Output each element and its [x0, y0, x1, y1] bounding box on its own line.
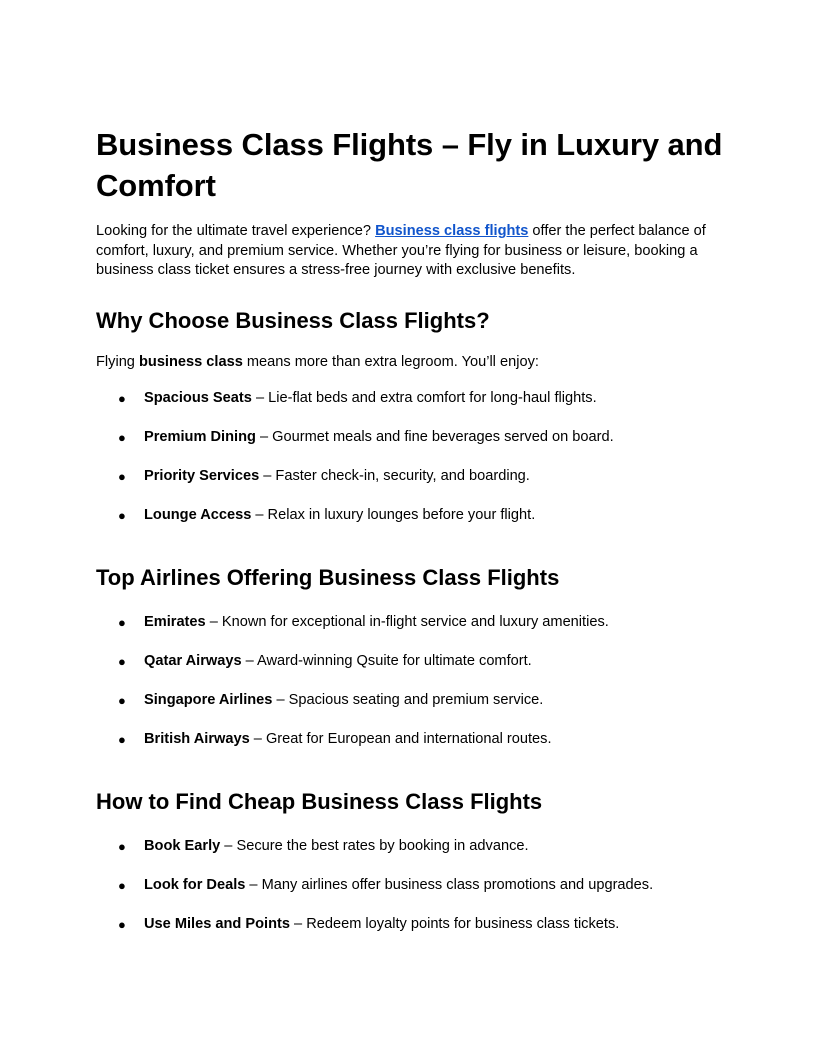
- section-heading-top-airlines: Top Airlines Offering Business Class Flights: [96, 564, 560, 590]
- list-item-text: – Known for exceptional in-flight service and luxury amenities.: [205, 613, 609, 630]
- list-item: [96, 915, 726, 934]
- list-item: [96, 730, 726, 749]
- list-item-text: – Award-winning Qsuite for ultimate comfort.: [241, 652, 532, 669]
- list-item-title: British Airways: [144, 730, 250, 747]
- list-item-text: – Redeem loyalty points for business class tickets.: [289, 915, 620, 932]
- list-item-text: – Spacious seating and premium service.: [272, 691, 544, 708]
- bullet-icon: ●: [118, 692, 126, 708]
- list-item: [96, 691, 726, 710]
- list-item-title: Spacious Seats: [144, 389, 252, 406]
- list-item: [96, 652, 726, 671]
- list-item-text: – Many airlines offer business class promotions and upgrades.: [245, 876, 654, 893]
- bullet-icon: ●: [118, 429, 126, 445]
- bullet-icon: ●: [118, 916, 126, 932]
- list-item-title: Priority Services: [144, 467, 260, 484]
- intro-text-after: offer the perfect balance of comfort, luxury, and premium service. Whether you’re flying for business or leisure, booking a business class ticket ensures a stress-free journey with exclusive benefits.: [96, 223, 706, 278]
- list-item-title: Emirates: [144, 613, 206, 630]
- list-item-title: Qatar Airways: [144, 652, 242, 669]
- airlines-list: [96, 613, 726, 749]
- section-heading-cheap-flights: How to Find Cheap Business Class Flights: [96, 788, 543, 814]
- bullet-icon: ●: [118, 507, 126, 523]
- lead-text-after: means more than extra legroom. You’ll enjoy:: [242, 353, 539, 370]
- benefits-list: [96, 389, 726, 525]
- document-page: [96, 124, 726, 934]
- list-item-title: Book Early: [144, 837, 221, 854]
- tips-list: [96, 837, 726, 934]
- list-item: [96, 506, 726, 525]
- business-class-flights-link[interactable]: Business class flights: [375, 223, 529, 239]
- list-item-text: – Lie-flat beds and extra comfort for long-haul flights.: [251, 389, 597, 406]
- section-heading-why-choose: Why Choose Business Class Flights?: [96, 307, 490, 333]
- list-item: [96, 613, 726, 632]
- list-item-text: – Secure the best rates by booking in advance.: [220, 837, 529, 854]
- list-item: [96, 837, 726, 856]
- page-title: Business Class Flights – Fly in Luxury and Comfort: [96, 127, 723, 203]
- lead-text-bold: business class: [138, 353, 243, 370]
- list-item-title: Singapore Airlines: [144, 691, 273, 708]
- bullet-icon: ●: [118, 653, 126, 669]
- list-item-text: – Gourmet meals and fine beverages served on board.: [255, 428, 614, 445]
- list-item-title: Look for Deals: [144, 876, 246, 893]
- bullet-icon: ●: [118, 468, 126, 484]
- bullet-icon: ●: [118, 731, 126, 747]
- list-item-text: – Faster check-in, security, and boarding.: [259, 467, 530, 484]
- lead-text-before: Flying: [96, 353, 139, 370]
- intro-text-before: Looking for the ultimate travel experience?: [96, 223, 376, 239]
- list-item: [96, 428, 726, 447]
- list-item: [96, 389, 726, 408]
- list-item: [96, 876, 726, 895]
- intro-paragraph: [96, 222, 726, 281]
- bullet-icon: ●: [118, 877, 126, 893]
- list-item-title: Lounge Access: [144, 506, 252, 523]
- list-item-text: – Relax in luxury lounges before your flight.: [251, 506, 536, 523]
- why-choose-lead: [96, 353, 726, 372]
- list-item: [96, 467, 726, 486]
- bullet-icon: ●: [118, 390, 126, 406]
- bullet-icon: ●: [118, 614, 126, 630]
- list-item-text: – Great for European and international routes.: [249, 730, 552, 747]
- bullet-icon: ●: [118, 838, 126, 854]
- list-item-title: Premium Dining: [144, 428, 256, 445]
- list-item-title: Use Miles and Points: [144, 915, 290, 932]
